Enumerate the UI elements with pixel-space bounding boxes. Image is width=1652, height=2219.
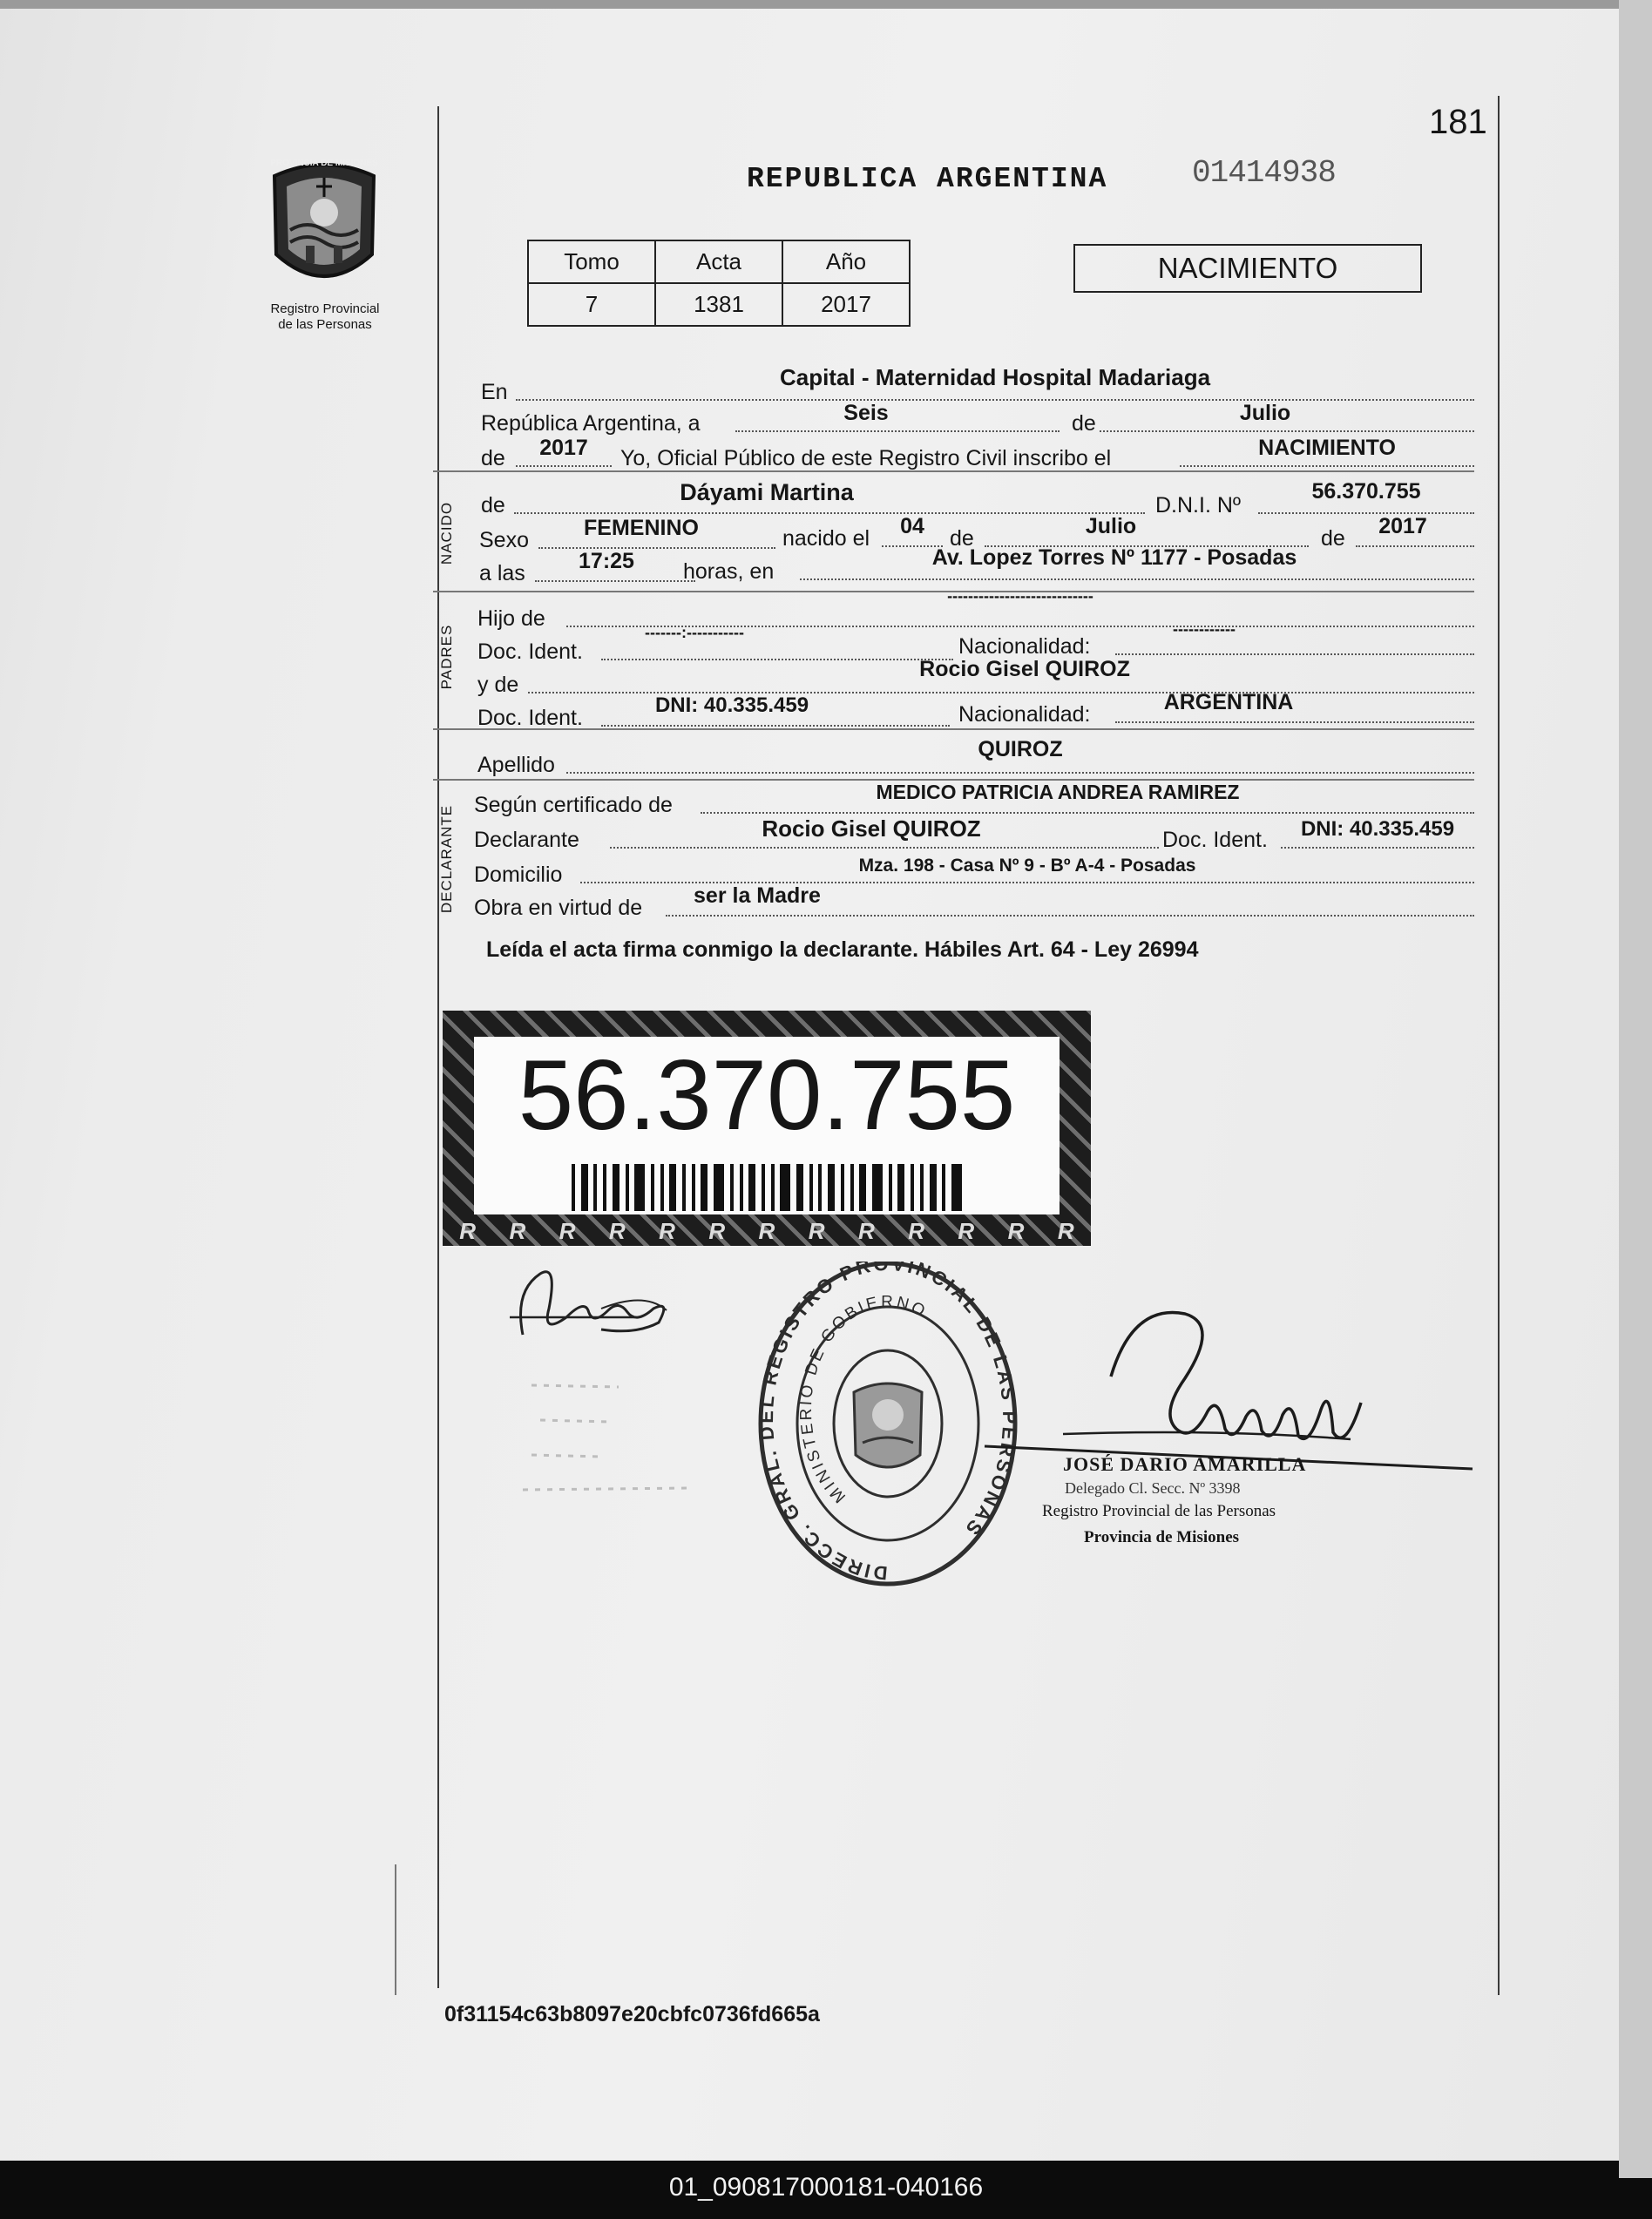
page-number: 181 [1429,103,1487,141]
dotted-line [1115,721,1474,723]
right-margin-line [1498,96,1500,1995]
record-table-header: Año [782,240,910,283]
record-table-cell: 7 [528,283,655,326]
barcode-bar [850,1164,854,1211]
label-de: de [1072,411,1096,436]
father-name: ---------------------------- [947,587,1093,605]
barcode-bar [872,1164,883,1211]
official-office: Registro Provincial de las Personas [1042,1502,1276,1520]
section-separator [433,728,1474,730]
label-republica: República Argentina, a [481,411,701,436]
seal-inner-text: MINISTERIO DE GOBIERNO [796,1292,931,1506]
barcode-bar [626,1164,629,1211]
coat-of-arms-icon [264,159,384,296]
mother-name: Rocio Gisel QUIROZ [919,657,1130,681]
label-hijo-de: Hijo de [477,606,545,631]
place-value: Capital - Maternidad Hospital Madariaga [779,364,1211,390]
label-doc-ident-1: Doc. Ident. [477,639,583,664]
label-domicilio: Domicilio [474,863,563,887]
mother-nationality: ARGENTINA [1163,690,1294,714]
left-margin-stub [395,1864,396,1995]
barcode-bar [762,1164,765,1211]
label-doc-ident-3: Doc. Ident. [1162,828,1268,852]
closing-text: Leída el acta firma conmigo la declarante. Hábiles Art. 64 - Ley 26994 [486,937,1199,962]
barcode-bar [920,1164,924,1211]
sticker-pattern-letter: R [708,1218,726,1244]
sticker-pattern-letter: R [1057,1218,1074,1244]
dotted-line [601,725,950,727]
dotted-line [610,847,1159,849]
section-separator [433,470,1474,472]
sticker-pattern-letter: R [608,1218,626,1244]
dotted-line [735,430,1060,432]
document-hash: 0f31154c63b8097e20cbfc0736fd665a [444,2002,820,2026]
sticker-pattern-letter: R [509,1218,526,1244]
label-de2: de [481,446,505,470]
label-sexo: Sexo [479,528,529,552]
barcode-bar [730,1164,734,1211]
barcode-bar [930,1164,937,1211]
record-table [527,240,911,327]
barcode-bar [828,1164,835,1211]
month-value: Julio [1239,401,1291,425]
sticker-pattern-letter: R [758,1218,775,1244]
official-province: Provincia de Misiones [1084,1528,1240,1546]
label-nacionalidad-1: Nacionalidad: [958,634,1091,659]
day-value: Seis [843,401,889,425]
misiones-coat-of-arms [264,159,384,296]
record-table-cell: 1381 [655,283,782,326]
declarant-address: Mza. 198 - Casa Nº 9 - Bº A-4 - Posadas [858,856,1196,876]
barcode-bar [780,1164,790,1211]
sticker-dni-number: 56.370.755 [518,1040,1016,1151]
barcode-bar [951,1164,962,1211]
record-type-box: NACIMIENTO [1073,244,1422,293]
dotted-line [516,465,612,467]
official-title: Delegado Cl. Secc. Nº 3398 [1065,1479,1241,1497]
label-segun-certificado: Según certificado de [474,793,673,817]
barcode-bar [897,1164,904,1211]
sticker-pattern-letter: R [1007,1218,1025,1244]
label-nacionalidad-2: Nacionalidad: [958,702,1091,727]
label-en: En [481,380,508,404]
file-caption: 01_090817000181-040166 [668,2173,984,2202]
label-de-nombre: de [481,493,505,518]
barcode-bar [740,1164,743,1211]
country-title: REPUBLICA ARGENTINA [747,163,1108,195]
label-nacido-el: nacido el [782,526,870,551]
dotted-line [1281,847,1474,849]
barcode-bar [669,1164,676,1211]
birth-year: 2017 [1378,514,1427,538]
barcode-bar [593,1164,597,1211]
barcode-bar [682,1164,686,1211]
sex-value: FEMENINO [584,516,699,540]
label-a-las: a las [479,561,525,585]
sticker-pattern-letter: R [808,1218,825,1244]
label-de-anio: de [1321,526,1345,551]
label-de-mes: de [950,526,974,551]
barcode-bar [809,1164,813,1211]
faint-bleed-marks [514,1368,723,1516]
father-nationality: ------------ [1173,620,1236,638]
label-y-de: y de [477,673,519,697]
dotted-line [800,578,1474,580]
scan-right-edge [1619,0,1652,2178]
mother-doc: DNI: 40.335.459 [654,693,809,717]
dotted-line [535,580,695,582]
barcode-bar [889,1164,892,1211]
label-apellido: Apellido [477,753,555,777]
certificate-page [0,9,1619,2161]
birth-day: 04 [900,514,924,538]
barcode-bar [651,1164,654,1211]
record-table-header: Acta [655,240,782,283]
barcode-bar [771,1164,775,1211]
barcode-bar [841,1164,844,1211]
barcode-bar [911,1164,914,1211]
label-yo: Yo, Oficial Público de este Registro Civil inscribo el [620,446,1112,470]
barcode-bar [603,1164,606,1211]
registry-caption-line1: Registro Provincial [270,301,380,316]
father-doc: -------:----------- [645,624,744,641]
dotted-line [666,915,1474,917]
section-label-nacido: NACIDO [438,501,455,565]
official-name: JOSÉ DARIO AMARILLA [1063,1453,1307,1475]
dotted-line [1180,465,1474,467]
section-label-declarante: DECLARANTE [438,804,455,914]
sticker-pattern-letter: R [908,1218,924,1244]
barcode-bar [796,1164,803,1211]
sticker-pattern-letter: R [958,1218,975,1244]
barcode [572,1164,962,1211]
barcode-bar [701,1164,708,1211]
sticker-pattern-row [443,1218,1091,1242]
label-obra: Obra en virtud de [474,896,643,920]
declarant-name: Rocio Gisel QUIROZ [762,815,981,842]
dotted-line [1100,430,1474,432]
dotted-line [1115,653,1474,655]
label-dni: D.N.I. Nº [1155,493,1242,518]
surname-value: QUIROZ [978,737,1063,761]
label-declarante: Declarante [474,828,579,852]
barcode-bar [748,1164,755,1211]
newborn-dni: 56.370.755 [1311,479,1421,504]
registry-caption-line2: de las Personas [278,317,372,332]
label-doc-ident-2: Doc. Ident. [477,706,583,730]
sticker-pattern-letter: R [659,1218,675,1244]
record-table-header: Tomo [528,240,655,283]
dotted-line [566,772,1474,774]
barcode-bar [859,1164,866,1211]
barcode-bar [613,1164,620,1211]
sticker-pattern-letter: R [857,1218,875,1244]
section-label-padres: PADRES [438,624,455,690]
barcode-bar [714,1164,724,1211]
barcode-bar [572,1164,575,1211]
declarant-signature [505,1256,680,1352]
label-horas: horas, en [683,559,775,584]
act-value: NACIMIENTO [1258,436,1396,460]
birth-month: Julio [1085,514,1137,538]
sticker-pattern-letter: R [559,1218,576,1244]
sticker-pattern-letter: R [459,1218,476,1244]
barcode-bar [634,1164,645,1211]
record-table-cell: 2017 [782,283,910,326]
barcode-bar [660,1164,664,1211]
declarant-doc: DNI: 40.335.459 [1300,817,1455,841]
logo-arc-text: PROVINCIA DE MISIONES [270,159,378,168]
serial-stamp: 01414938 [1192,155,1336,191]
barcode-label [474,1037,1060,1214]
left-margin-line [437,106,439,1988]
barcode-bar [818,1164,822,1211]
dotted-line [701,812,1474,814]
seal-outer-text: DIRECC. GRAL. DEL REGISTRO PROVINCIAL DE LAS PERSONAS [756,1262,1019,1585]
barcode-bar [692,1164,695,1211]
birth-time: 17:25 [579,549,634,573]
barcode-bar [581,1164,588,1211]
barcode-bar [942,1164,945,1211]
year-value: 2017 [539,436,588,460]
declarant-role: ser la Madre [694,883,821,908]
dni-barcode-sticker [443,1011,1091,1246]
newborn-name: Dáyami Martina [680,479,854,505]
certificate-value: MEDICO PATRICIA ANDREA RAMIREZ [876,781,1240,803]
birth-address: Av. Lopez Torres Nº 1177 - Posadas [931,545,1297,570]
